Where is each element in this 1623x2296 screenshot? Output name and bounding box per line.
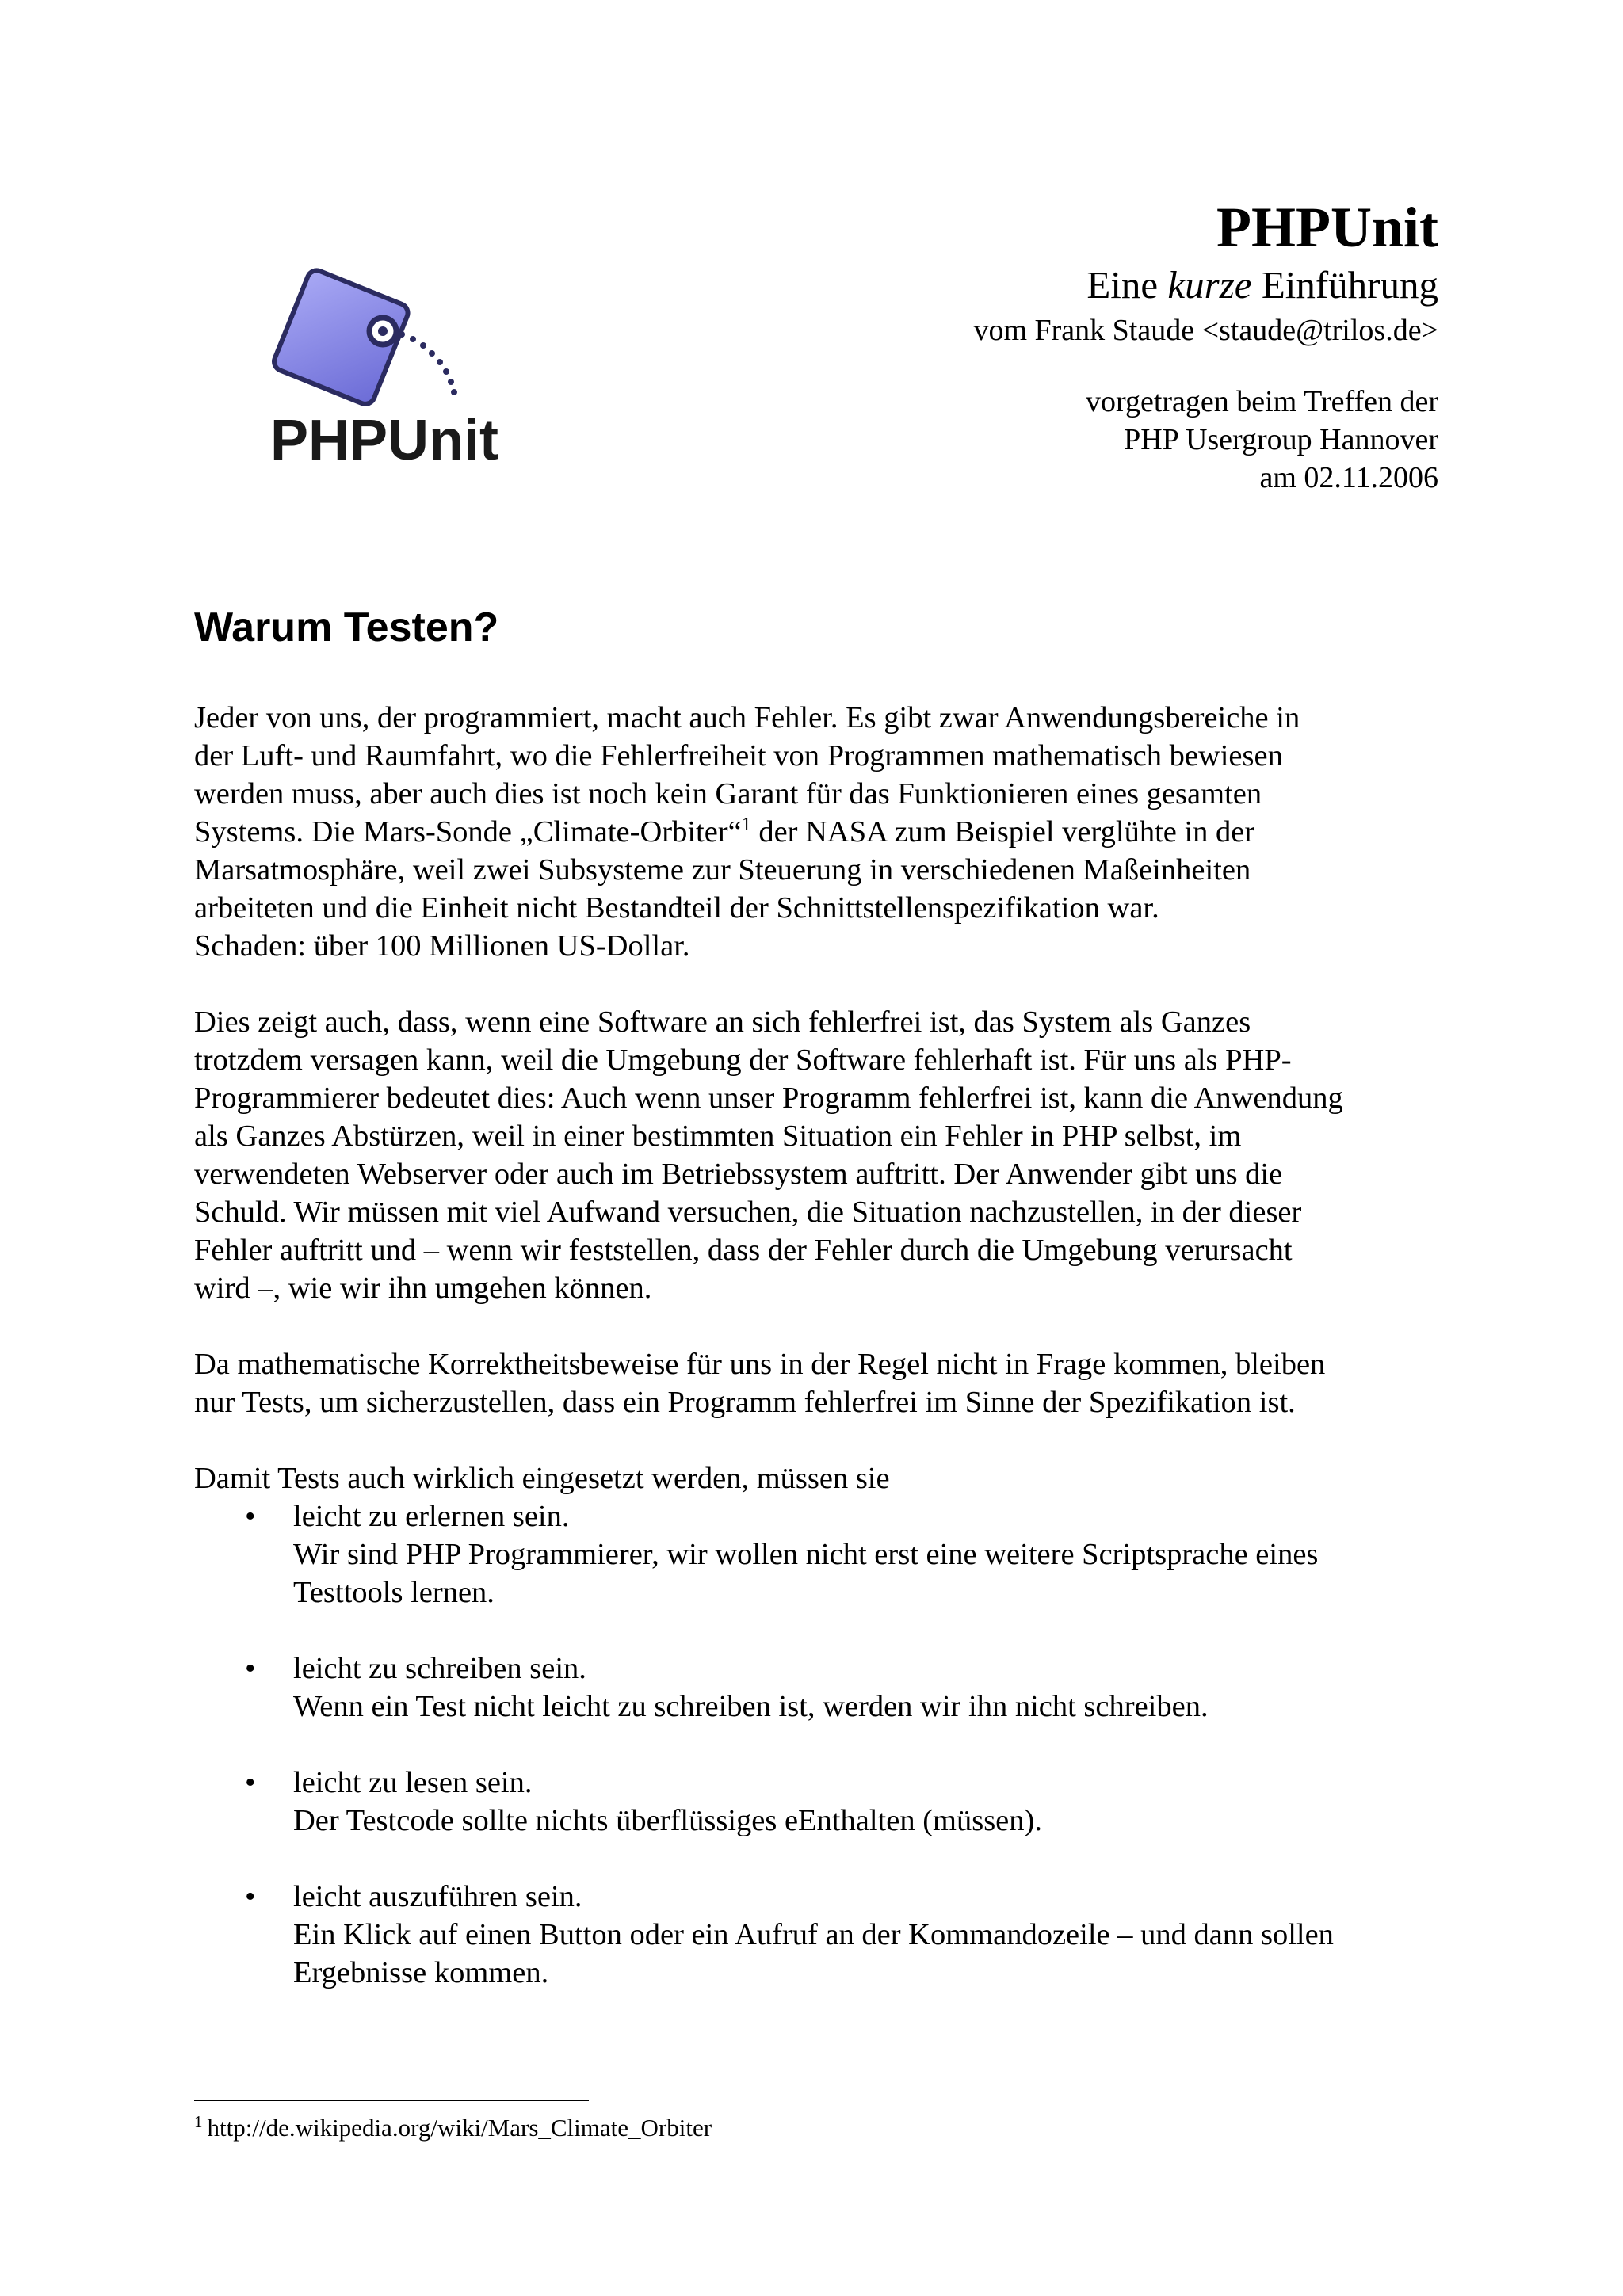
subtitle-emphasis: kurze [1167,263,1252,307]
text-line [194,813,1438,851]
subtitle-suffix: Einführung [1251,263,1438,307]
footnote-mark: 1 [194,2111,203,2131]
list-item-text: Ein Klick auf einen Button oder ein Aufruf an der Kommandozeile – und dann sollen [293,1918,1334,1951]
list-item-text: Wenn ein Test nicht leicht zu schreiben ist, werden wir ihn nicht schreiben. [293,1690,1209,1723]
document-author: vom Frank Staude <staude@trilos.de> [973,314,1438,347]
text-fragment: Systems. Die Mars-Sonde „Climate-Orbiter“ [194,815,742,849]
text-line: werden muss, aber auch dies ist noch kein Garant für das Funktionieren eines gesamten [194,777,1262,810]
document-header [973,194,1438,497]
list-item-text: Ergebnisse kommen. [293,1956,549,1989]
text-line: als Ganzes Abstürzen, weil in einer bestimmten Situation ein Fehler in PHP selbst, im [194,1119,1242,1153]
text-line: Fehler auftritt und – wenn wir feststellen, dass der Fehler durch die Umgebung verursacht [194,1234,1293,1267]
section-heading: Warum Testen? [194,605,499,650]
document-title: PHPUnit [1216,196,1438,259]
text-line: Damit Tests auch wirklich eingesetzt werden, müssen sie [194,1462,890,1495]
text-line: arbeiteten und die Einheit nicht Bestandteil der Schnittstellenspezifikation war. [194,891,1159,925]
document-body [194,602,1438,2030]
subtitle-prefix: Eine [1086,263,1168,307]
event-info [973,383,1438,497]
phpunit-logo [265,261,527,467]
list-item [194,1764,1438,1840]
footnote-reference: 1 [741,814,751,836]
text-line: Schaden: über 100 Millionen US-Dollar. [194,929,690,963]
list-item-title: leicht zu lesen sein. [293,1766,533,1799]
logo-wordmark: PHPUnit [270,409,498,467]
bullet-symbol: • [245,1766,256,1799]
text-line: Marsatmosphäre, weil zwei Subsysteme zur Steuerung in verschiedenen Maßeinheiten [194,853,1251,887]
list-item-title: leicht zu schreiben sein. [293,1652,586,1685]
list-item-text: Wir sind PHP Programmierer, wir wollen nicht erst eine weitere Scriptsprache eines [293,1538,1319,1571]
event-line: vorgetragen beim Treffen der [1086,385,1438,418]
list-item-title: leicht auszuführen sein. [293,1880,582,1913]
text-line: wird –, wie wir ihn umgehen können. [194,1272,652,1305]
paragraph-2 [194,1003,1438,1307]
text-line: Jeder von uns, der programmiert, macht auch Fehler. Es gibt zwar Anwendungsbereiche in [194,701,1300,734]
requirements-list [194,1497,1438,1992]
footnote [194,2112,712,2144]
list-item-title: leicht zu erlernen sein. [293,1500,570,1533]
text-line: Schuld. Wir müssen mit viel Aufwand versuchen, die Situation nachzustellen, in der dieser [194,1196,1302,1229]
footnote-link[interactable]: http://de.wikipedia.org/wiki/Mars_Climate_Orbiter [207,2114,712,2142]
event-line: PHP Usergroup Hannover [1124,423,1438,456]
text-line: der Luft- und Raumfahrt, wo die Fehlerfreiheit von Programmen mathematisch bewiesen [194,739,1283,772]
text-line: trotzdem versagen kann, weil die Umgebung der Software fehlerhaft ist. Für uns als PHP- [194,1043,1292,1077]
paragraph-1 [194,699,1438,965]
paragraph-4 [194,1459,1438,1497]
document-subtitle [973,261,1438,310]
bullet-symbol: • [245,1652,256,1685]
list-item [194,1878,1438,1992]
list-item-text: Testtools lernen. [293,1576,495,1609]
text-line: Programmierer bedeutet dies: Auch wenn unser Programm fehlerfrei ist, kann die Anwendung [194,1081,1343,1115]
text-line: verwendeten Webserver oder auch im Betriebssystem auftritt. Der Anwender gibt uns die [194,1158,1283,1191]
text-fragment: der NASA zum Beispiel verglühte in der [750,815,1255,849]
footnote-separator [194,2100,589,2101]
bullet-symbol: • [245,1880,256,1913]
list-item [194,1650,1438,1726]
list-item-text: Der Testcode sollte nichts überflüssiges eEnthalten (müssen). [293,1804,1042,1837]
phpunit-logo-icon [265,261,527,467]
list-item [194,1497,1438,1611]
event-line: am 02.11.2006 [1259,461,1438,494]
text-line: Dies zeigt auch, dass, wenn eine Software an sich fehlerfrei ist, das System als Ganzes [194,1005,1251,1039]
paragraph-3 [194,1345,1438,1421]
text-line: nur Tests, um sicherzustellen, dass ein Programm fehlerfrei im Sinne der Spezifikation ist. [194,1386,1296,1419]
bullet-symbol: • [245,1500,256,1533]
text-line: Da mathematische Korrektheitsbeweise für uns in der Regel nicht in Frage kommen, bleiben [194,1348,1326,1381]
